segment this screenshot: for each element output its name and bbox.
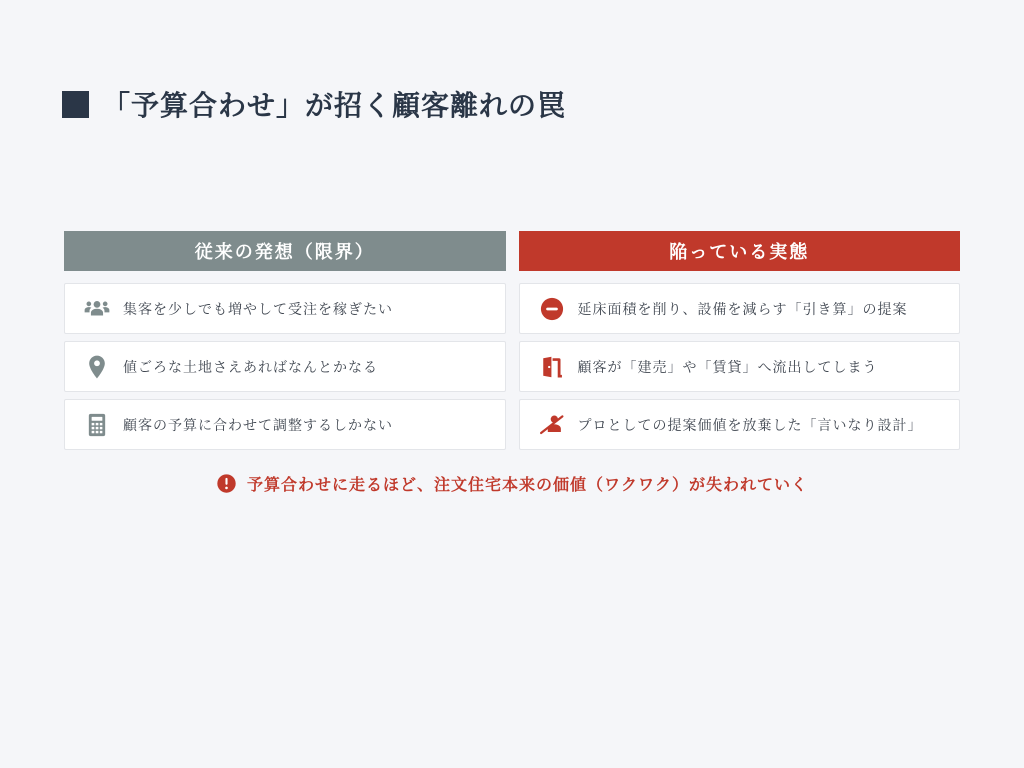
list-item-text: 顧客が「建売」や「賃貸」へ流出してしまう	[577, 358, 878, 375]
page-title-row	[62, 84, 566, 124]
square-bullet-icon	[62, 91, 89, 118]
calculator-icon	[83, 411, 111, 439]
warning-text: 予算合わせに走るほど、注文住宅本来の価値（ワクワク）が失われていく	[246, 477, 808, 494]
conventional-rows	[64, 283, 506, 450]
list-item-text: 顧客の予算に合わせて調整するしかない	[123, 416, 393, 433]
list-item	[64, 399, 506, 450]
person-slash-icon	[538, 411, 566, 439]
comparison-columns	[64, 231, 960, 450]
exit-door-icon	[538, 353, 566, 381]
column-conventional	[64, 231, 506, 450]
warning-row	[0, 472, 1024, 495]
list-item	[64, 283, 506, 334]
list-item	[519, 341, 961, 392]
list-item-text: 延床面積を削り、設備を減らす「引き算」の提案	[577, 300, 908, 317]
column-header-reality: 陥っている実態	[519, 231, 961, 271]
list-item	[519, 399, 961, 450]
list-item	[519, 283, 961, 334]
page-title: 「予算合わせ」が招く顧客離れの罠	[102, 90, 567, 121]
people-group-icon	[83, 295, 111, 323]
list-item-text: プロとしての提案価値を放棄した「言いなり設計」	[577, 416, 923, 433]
list-item-text: 集客を少しでも増やして受注を稼ぎたい	[123, 300, 393, 317]
location-pin-icon	[83, 353, 111, 381]
list-item-text: 値ごろな土地さえあればなんとかなる	[123, 358, 378, 375]
reality-rows	[519, 283, 961, 450]
list-item	[64, 341, 506, 392]
minus-circle-icon	[538, 295, 566, 323]
column-reality	[519, 231, 961, 450]
column-header-conventional: 従来の発想（限界）	[64, 231, 506, 271]
exclamation-circle-icon	[216, 473, 237, 494]
